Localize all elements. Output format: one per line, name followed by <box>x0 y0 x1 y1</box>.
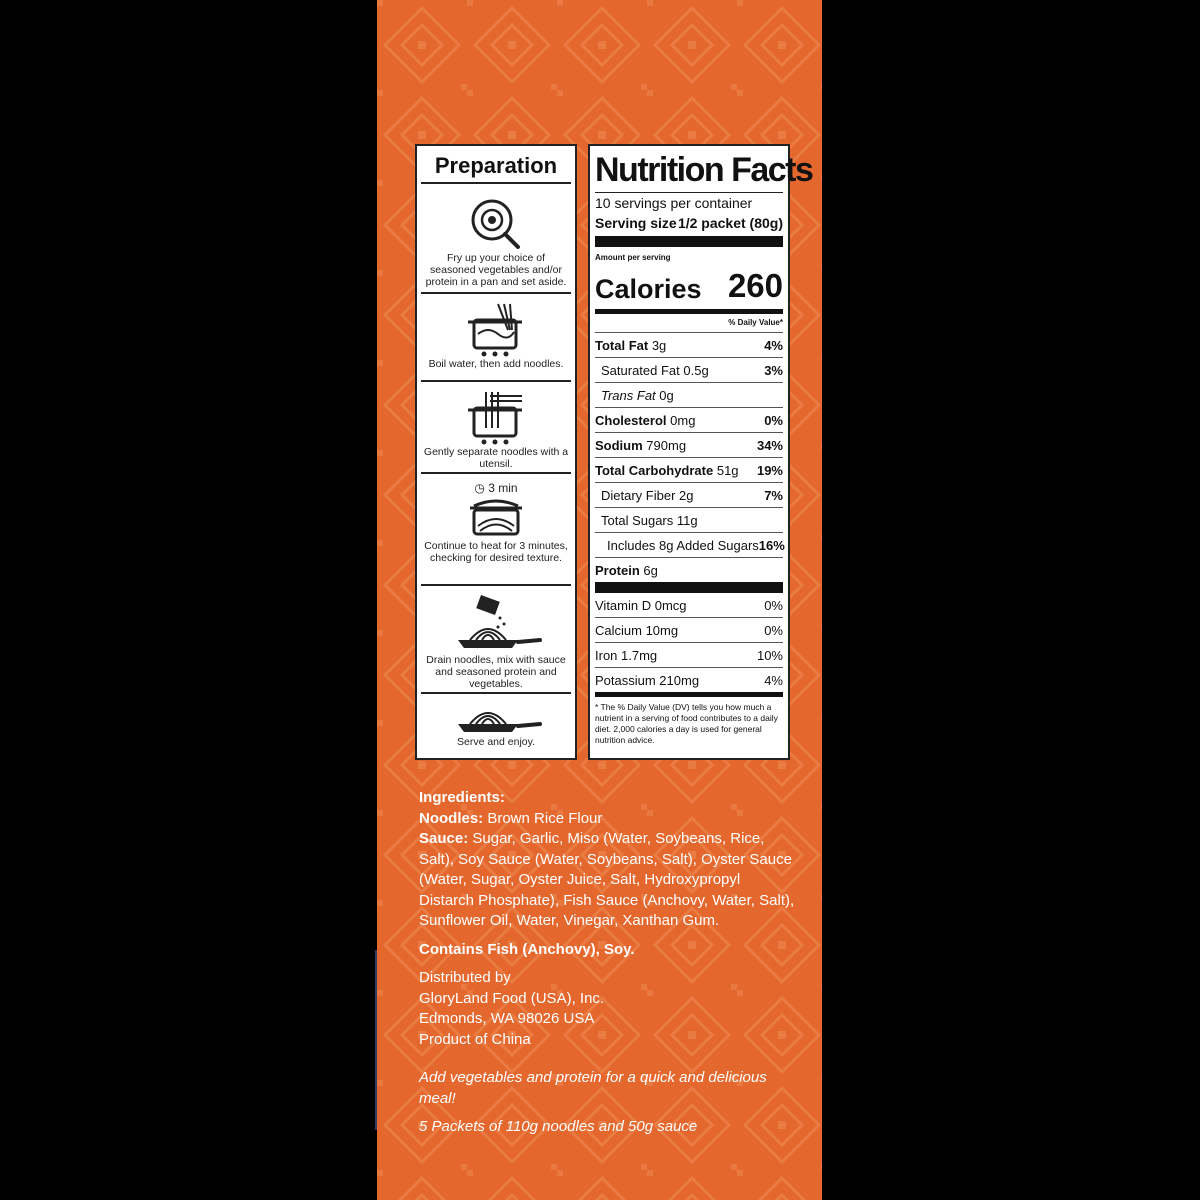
prep-step-3 <box>421 382 571 474</box>
daily-value-header: % Daily Value* <box>728 318 783 327</box>
nutrient-row: Total Fat 3g 4% <box>595 332 783 357</box>
pan-noodles-icon <box>448 700 544 736</box>
preparation-title: Preparation <box>421 146 571 184</box>
prep-step-3-text: Gently separate noodles with a utensil. <box>423 446 569 470</box>
nutrient-row: Saturated Fat 0.5g 3% <box>595 357 783 382</box>
nutrient-row: Cholesterol 0mg 0% <box>595 407 783 432</box>
vitamin-row: Vitamin D 0mcg 0% <box>595 597 783 613</box>
nutrient-row: Total Sugars 11g <box>595 507 783 532</box>
nutrient-row: Total Carbohydrate 51g 19% <box>595 457 783 482</box>
nutrient-row: Dietary Fiber 2g 7% <box>595 482 783 507</box>
package-contents: 5 Packets of 110g noodles and 50g sauce <box>419 1118 698 1135</box>
prep-step-1-text: Fry up your choice of seasoned vegetables and/or protein in a pan and set aside. <box>425 252 567 288</box>
distributor-line: Distributed by <box>419 969 511 986</box>
covered-pot-icon <box>464 496 528 540</box>
tagline: Add vegetables and protein for a quick and delicious meal! <box>419 1069 767 1107</box>
servings-per-container: 10 servings per container <box>595 195 753 211</box>
pot-utensil-icon <box>464 388 528 446</box>
prep-step-4-text: Continue to heat for 3 minutes, checking for desired texture. <box>424 540 568 564</box>
nutrient-row: Includes 8g Added Sugars 16% <box>595 532 783 557</box>
preparation-box <box>415 144 577 760</box>
calories-row: Calories 260 <box>595 267 783 304</box>
daily-value-footnote: * The % Daily Value (DV) tells you how much a nutrient in a serving of food contributes to a daily diet. 2,000 calories a day is used for general nutrition advice. <box>595 702 778 745</box>
vitamin-row: Calcium 10mg 0% <box>595 617 783 642</box>
prep-step-1 <box>421 184 571 294</box>
ingredients-section <box>419 788 797 1138</box>
serving-size: Serving size 1/2 packet (80g) <box>595 215 783 231</box>
timer-label: ◷ 3 min <box>474 481 518 495</box>
nutrition-title: Nutrition Facts <box>595 151 813 189</box>
distributor-line: Product of China <box>419 1030 531 1048</box>
nutrient-row: Sodium 790mg 34% <box>595 432 783 457</box>
ingredients-heading: Ingredients: <box>419 789 505 806</box>
pan-sauce-packet-icon <box>448 594 544 654</box>
prep-step-2-text: Boil water, then add noodles. <box>428 358 564 370</box>
nutrient-row: Protein 6g <box>595 557 783 582</box>
nutrient-row: Trans Fat 0g <box>595 382 783 407</box>
prep-step-2 <box>421 294 571 382</box>
allergen-statement: Contains Fish (Anchovy), Soy. <box>419 940 635 958</box>
distributor-line: GloryLand Food (USA), Inc. <box>419 989 605 1007</box>
vitamin-row: Iron 1.7mg 10% <box>595 642 783 667</box>
clock-icon: ◷ <box>474 481 485 495</box>
prep-step-6 <box>421 694 571 760</box>
noodles-ingredients: Noodles: Brown Rice Flour <box>419 809 603 827</box>
boiling-pot-noodles-icon <box>464 302 528 358</box>
distributor-line: Edmonds, WA 98026 USA <box>419 1010 595 1027</box>
nutrition-facts-label <box>588 144 813 760</box>
prep-step-5-text: Drain noodles, mix with sauce and seasoned protein and vegetables. <box>426 654 566 690</box>
prep-step-4 <box>421 474 571 586</box>
sauce-ingredients: Sauce: Sugar, Garlic, Miso (Water, Soybeans, Rice, Salt), Soy Sauce (Water, Soybeans, Salt), Oyster Sauce (Water, Sugar, Oyster Juice, Salt, Hydroxypropyl Distarch Phosphate), Fish Sauce (Anchovy, Water, Salt), Sunflower Oil, Water, Vinegar, Xanthan Gum. <box>419 830 795 929</box>
vitamin-row: Potassium 210mg 4% <box>595 667 783 692</box>
fry-pan-egg-icon <box>466 192 526 252</box>
prep-step-5 <box>421 586 571 694</box>
amount-per-serving: Amount per serving <box>595 253 671 262</box>
prep-step-6-text: Serve and enjoy. <box>456 736 536 748</box>
